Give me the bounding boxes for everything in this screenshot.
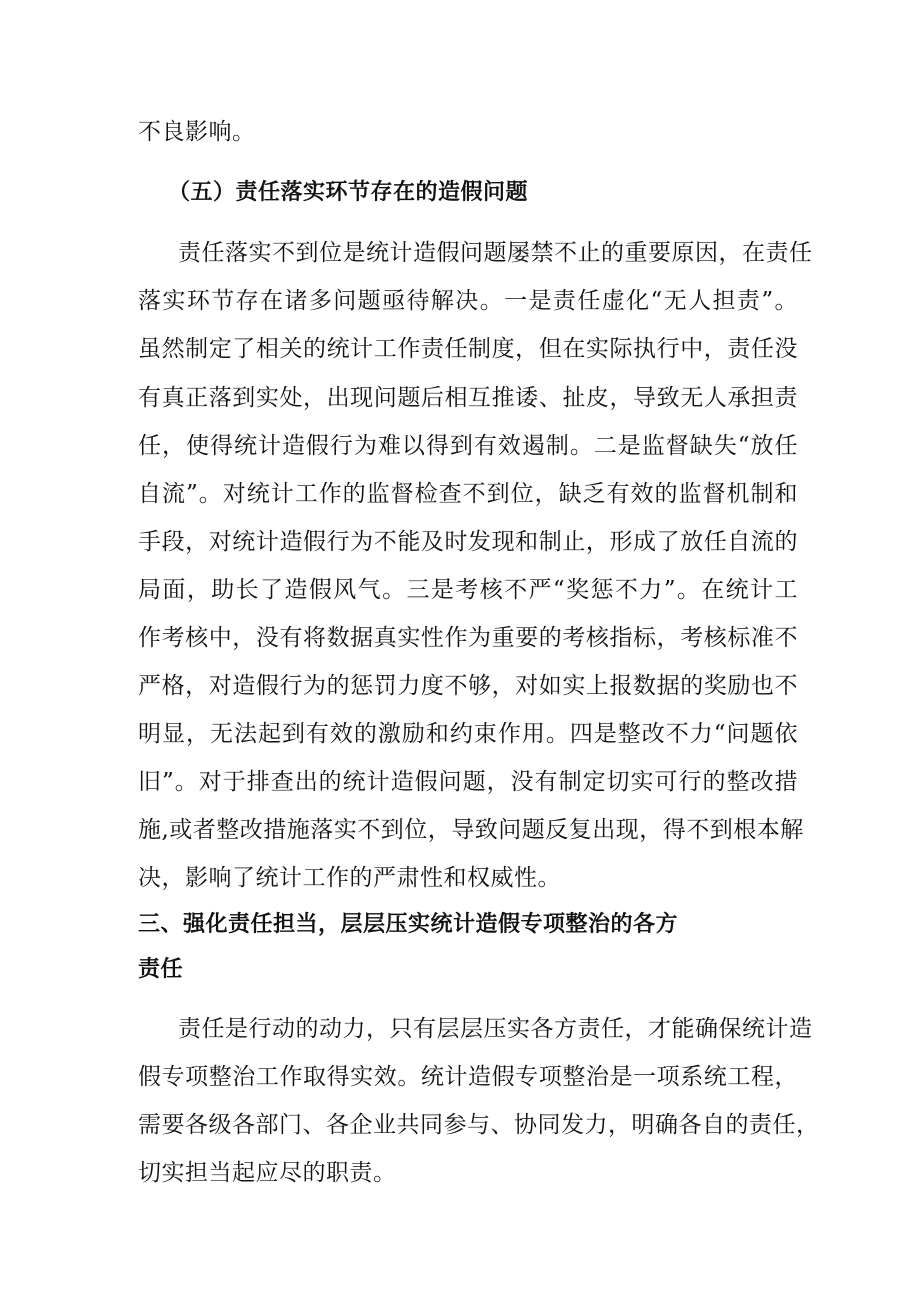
paragraph-line: 明显，无法起到有效的激励和约束作用。四是整改不力“问题依 <box>138 721 798 747</box>
paragraph-line: 责任落实不到位是统计造假问题屡禁不止的重要原因，在责任 <box>178 240 813 266</box>
paragraph-line: 决，影响了统计工作的严肃性和权威性。 <box>138 865 561 891</box>
paragraph-line: 责任是行动的动力，只有层层压实各方责任，才能确保统计造 <box>178 1016 813 1042</box>
paragraph-line: 不良影响。 <box>138 119 256 145</box>
paragraph-line: 需要各级各部门、各企业共同参与、协同发力，明确各自的责任， <box>138 1112 820 1138</box>
paragraph-line: 自流”。对统计工作的监督检查不到位，缺乏有效的监督机制和 <box>138 481 798 507</box>
paragraph-line: 切实担当起应尽的职责。 <box>138 1160 397 1186</box>
paragraph-line: 手段，对统计造假行为不能及时发现和制止，形成了放任自流的 <box>138 529 798 555</box>
paragraph-line: 假专项整治工作取得实效。统计造假专项整治是一项系统工程， <box>138 1064 798 1090</box>
paragraph-line: 任，使得统计造假行为难以得到有效遏制。二是监督缺失“放任 <box>138 433 798 459</box>
paragraph-line: 有真正落到实处，出现问题后相互推诿、扯皮，导致无人承担责 <box>138 385 798 411</box>
paragraph-line: 落实环节存在诸多问题亟待解决。一是责任虚化“无人担责”。 <box>138 288 798 314</box>
paragraph-line: 局面，助长了造假风气。三是考核不严“奖惩不力”。在统计工 <box>138 577 798 603</box>
paragraph-line: 虽然制定了相关的统计工作责任制度，但在实际执行中，责任没 <box>138 336 798 362</box>
section-heading: 三、强化责任担当，层层压实统计造假专项整治的各方 <box>138 912 679 937</box>
section-heading: 责任 <box>138 957 184 982</box>
paragraph-line: 作考核中，没有将数据真实性作为重要的考核指标，考核标准不 <box>138 625 798 651</box>
paragraph-line: 严格，对造假行为的惩罚力度不够，对如实上报数据的奖励也不 <box>138 673 798 699</box>
section-subheading: （五）责任落实环节存在的造假问题 <box>168 180 529 205</box>
paragraph-line: 施,或者整改措施落实不到位，导致问题反复出现，得不到根本解 <box>138 817 804 843</box>
paragraph-line: 旧”。对于排查出的统计造假问题，没有制定切实可行的整改措 <box>138 769 798 795</box>
